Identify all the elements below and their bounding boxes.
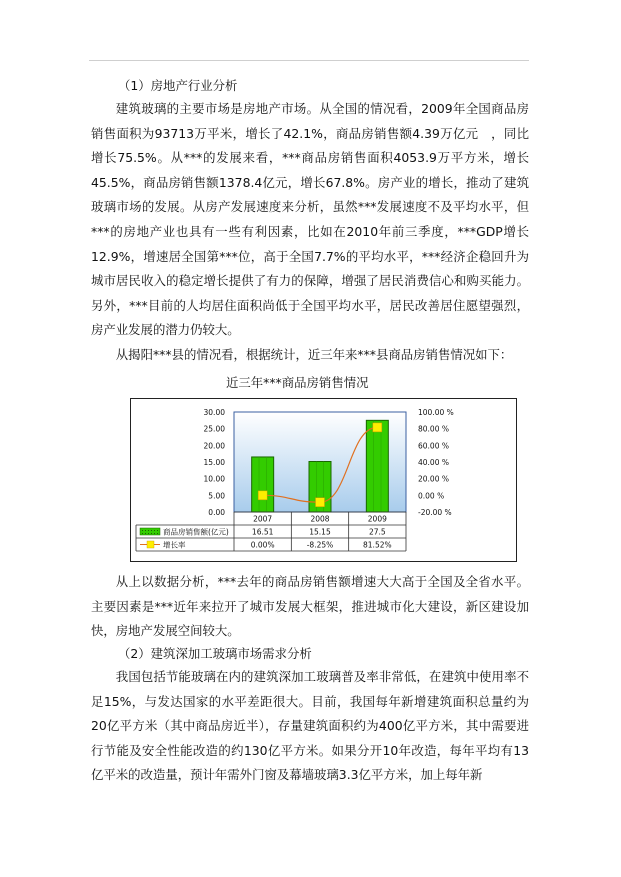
section2-paragraph-1: 我国包括节能玻璃在内的建筑深加工玻璃普及率非常低，在建筑中使用率不足15%，与发达国家的水平差距很大。目前，我国每年新增建筑面积总量约为20亿平方米（其中商品房近半），存量建筑面积约为400亿平方米，其中需要进行节能及安全性能改造的约130亿平方米。如果分开10年改造，每年平均有13亿平米的改造量，预计年需外门窗及幕墙玻璃3.3亿平方米，加上每年新 (91, 669, 529, 783)
right-tick-label: 100.00 % (418, 408, 454, 417)
growth-value-label: -8.25% (306, 540, 334, 550)
line-legend-marker (147, 541, 154, 548)
bar-legend-swatch (140, 528, 160, 535)
left-tick-label: 5.00 (208, 491, 225, 501)
category-label: 2009 (367, 514, 387, 524)
sales-bar (252, 457, 274, 512)
right-tick-label: 0.00 % (418, 491, 445, 501)
right-tick-label: -20.00 % (418, 508, 452, 517)
sales-value-label: 27.5 (368, 527, 386, 537)
category-label: 2008 (310, 514, 330, 524)
chart-title: 近三年***商品房销售情况 (226, 375, 369, 390)
growth-marker (373, 423, 382, 432)
left-tick-label: 30.00 (203, 408, 225, 417)
sales-bar (366, 420, 388, 512)
section1-paragraph-1: 建筑玻璃的主要市场是房地产市场。从全国的情况看，2009年全国商品房销售面积为93713万平米，增长了42.1%，商品房销售额4.39万亿元 ，同比增长75.5%。从***的发展来看，***商品房销售面积4053.9万平方米，增长45.5%，商品房销售额1378.4亿元，增长67.8%。房产业的增长，推动了建筑玻璃市场的发展。从房产发展速度来分析，虽然***发展速度不及平均水平，但***的房地产业也具有一些有利因素，比如在2010年前三季度，***GDP增长12.9%，增速居全国第***位，高于全国7.7%的平均水平，***经济企稳回升为城市居民收入的稳定增长提供了有力的保障，增强了居民消费信心和购买能力。另外，***目前的人均居住面积尚低于全国平均水平，居民改善居住愿望强烈，房产业发展的潜力仍较大。 (91, 101, 529, 338)
header-rule (89, 60, 529, 61)
sales-chart (130, 398, 518, 563)
series-name-sales: 商品房销售额(亿元) (163, 527, 229, 537)
series-name-growth: 增长率 (163, 540, 186, 550)
left-tick-label: 20.00 (203, 441, 225, 451)
section2-heading: （2）建筑深加工玻璃市场需求分析 (118, 646, 312, 661)
category-label: 2007 (253, 514, 273, 524)
growth-value-label: 0.00% (250, 540, 275, 550)
left-tick-label: 0.00 (208, 508, 225, 517)
section1-paragraph-3: 从上以数据分析，***去年的商品房销售额增速大大高于全国及全省水平。主要因素是***近年来拉开了城市发展大框架，推进城市化大建设，新区建设加快，房地产发展空间较大。 (91, 574, 529, 639)
section1-paragraph-2: 从揭阳***县的情况看，根据统计，近三年来***县商品房销售情况如下： (115, 347, 513, 362)
right-tick-label: 40.00 % (418, 458, 449, 467)
right-tick-label: 80.00 % (418, 424, 449, 434)
growth-marker (258, 491, 267, 500)
right-tick-label: 20.00 % (418, 474, 449, 484)
right-tick-label: 60.00 % (418, 441, 449, 451)
sales-value-label: 16.51 (251, 527, 274, 537)
left-tick-label: 10.00 (203, 474, 225, 484)
sales-value-label: 15.15 (309, 527, 331, 537)
section1-heading: （1）房地产行业分析 (118, 78, 238, 93)
left-tick-label: 15.00 (203, 458, 225, 467)
growth-value-label: 81.52% (363, 540, 392, 550)
growth-marker (316, 498, 325, 507)
left-tick-label: 25.00 (203, 424, 225, 434)
